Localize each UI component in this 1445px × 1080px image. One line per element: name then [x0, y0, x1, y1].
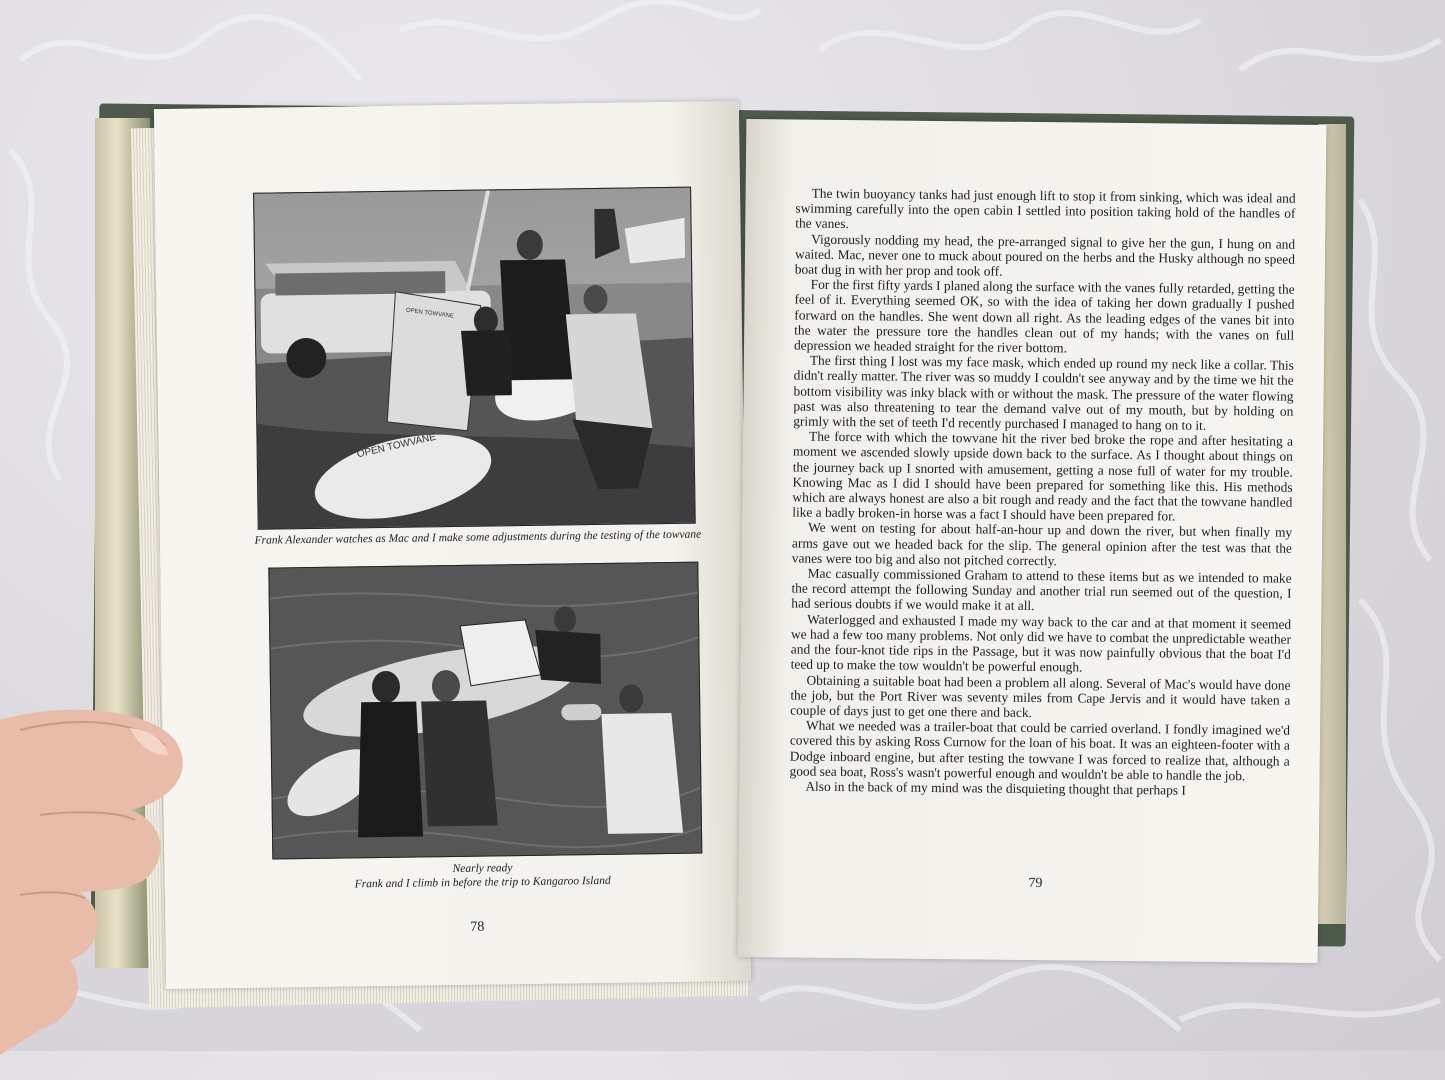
hand: [0, 700, 260, 1080]
caption-subtitle: Frank and I climb in before the trip to Kangaroo Island: [354, 874, 611, 891]
caption-title: Nearly ready: [452, 862, 513, 876]
paragraph: What we needed was a trailer-boat that could be carried overland. I fondly imagined we'd covered this by asking Ross Curnow for the loan of his boat. It was an eighteen-footer with a Dodge inboard engine, but after testing the towvane I was forced to realize that, although a good sea boat, Ross's wasn't powerful enough and wouldn't be able to handle the job.: [789, 717, 1291, 783]
caption-top-photo: Frank Alexander watches as Mac and I make some adjustments during the testing of the towvane: [254, 528, 702, 547]
photo-towvane-testing: [253, 187, 696, 530]
paragraph: We went on testing for about half-an-hour up and down the river, but when finally my arms gave out we headed back for the slip. The general opinion after the test was that the vanes were too big and also not pitched correctly.: [791, 520, 1293, 569]
paragraph: Waterlogged and exhausted I made my way back to the car and at that moment it seemed we had a few too many problems. Not only did we have to combat the unpredictable weather and the four-knot tide rips in the Passage, but it was now painfully obvious that the boat I'd teed up to make the tow wouldn't be powerful enough.: [790, 611, 1292, 675]
paragraph: Vigorously nodding my head, the pre-arranged signal to give her the gun, I hung on and waited. Mac, never one to muck about poured on the herbs and the Husky although no speed boat dug in with her prop and took off.: [794, 231, 1296, 279]
paragraph: The first thing I lost was my face mask, which ended up round my neck like a collar. This didn't really matter. The river was so muddy I couldn't see anyway and by the time we hit the bottom visibility was inky black with or without the mask. The pressure of the water flowing past was also threatening to tear the demand valve out of my mouth, but by holding on grimly with the set of teeth I'd recently purchased I managed to hang on to it.: [793, 352, 1294, 433]
right-page: [738, 119, 1327, 963]
body-text: [789, 186, 1295, 799]
page-number-right: 79: [1028, 875, 1043, 892]
paragraph: The force with which the towvane hit the river bed broke the rope and after hesitating a moment we ascended slowly upside down back to the surface. As I thought about things on the journey back up I snorted with amusement, getting a nose full of water for my trouble. Knowing Mac as I did I should have been prepared for something like this. His methods which are always honest are also a bit rough and ready and the fact that the towvane handled like a badly broken-in horse was a fact I should have been prepared for.: [792, 428, 1294, 524]
photo-climbing-in: [268, 562, 702, 860]
paragraph: The twin buoyancy tanks had just enough lift to stop it from sinking, which was ideal and swimming carefully into the open cabin I settled into position taking hold of the handles of the vanes.: [795, 185, 1296, 232]
page-number-left: 78: [470, 919, 485, 935]
tank-label: OPEN TOWVANE: [355, 431, 438, 461]
caption-bottom-photo: [242, 858, 722, 893]
paragraph: Mac casually commissioned Graham to attend to these items but as we intended to make the record attempt the following Sunday and another trial run seemed out of the question, I had serious doubts if we would make it at all.: [791, 565, 1292, 614]
paragraph: For the first fifty yards I planed along the surface with the vanes fully retarded, getting the feel of it. Everything seemed OK, so with the idea of taking her down gradually I pushed forward on the handles. She went down all right. As the leading edges of the vanes bit into the water the pressure tore the handles clean out of my hands; with the vanes on full depression we headed straight for the river bottom.: [793, 276, 1295, 356]
cabin-label: OPEN TOWVANE: [405, 307, 455, 320]
paragraph: Obtaining a suitable boat had been a problem all along. Several of Mac's would have done the job, but the Port River was seventy miles from Cape Jervis and it would have taken a couple of days just to get one there and back.: [790, 672, 1291, 720]
paragraph: Also in the back of my mind was the disquieting thought that perhaps I: [805, 778, 1186, 798]
